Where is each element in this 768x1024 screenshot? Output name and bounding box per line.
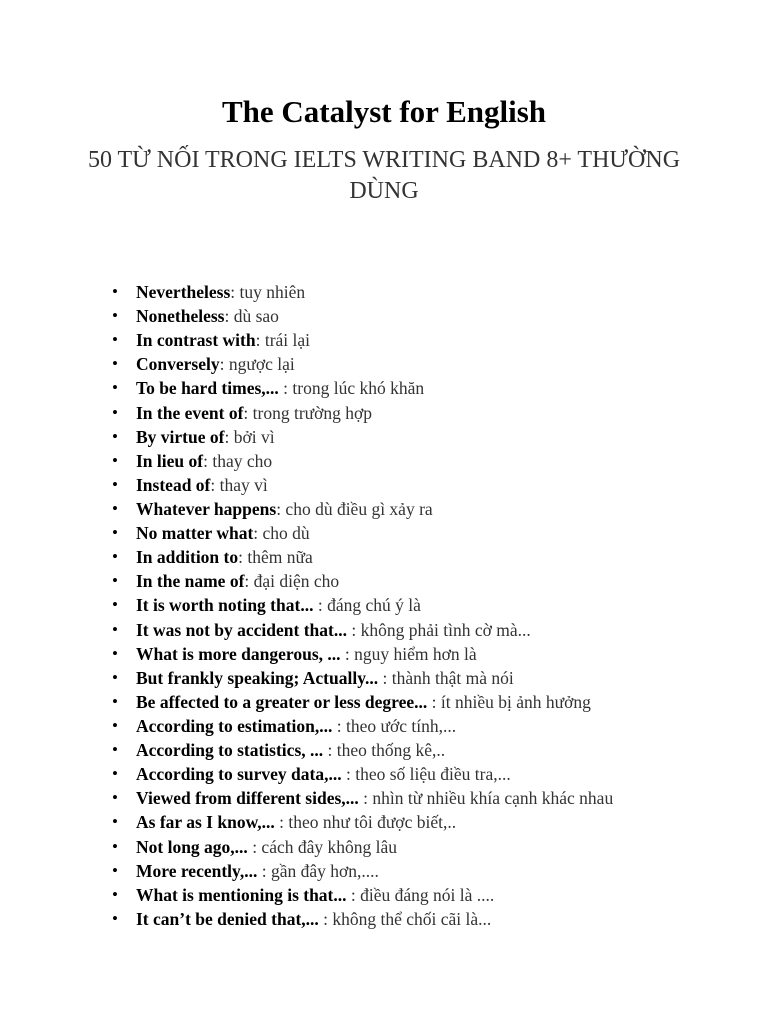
list-item [110, 883, 730, 907]
bullet-icon: • [112, 836, 118, 856]
list-item-meaning: : cho dù [253, 523, 310, 544]
bullet-icon: • [112, 788, 118, 808]
list-item-term: It was not by accident that... [136, 619, 347, 640]
list-item-term: Be affected to a greater or less degree... [136, 691, 428, 712]
list-item-meaning: : thành thật mà nói [378, 667, 514, 688]
list-item [110, 859, 730, 883]
list-item-term: It can’t be denied that,... [136, 908, 319, 929]
list-item [110, 618, 730, 642]
list-item-term: What is mentioning is that... [136, 884, 347, 905]
list-item-meaning: : nhìn từ nhiều khía cạnh khác nhau [358, 788, 614, 809]
bullet-icon: • [112, 715, 118, 735]
list-item-meaning: : không thể chối cãi là... [318, 908, 492, 929]
list-item-meaning: : tuy nhiên [230, 282, 306, 302]
list-item-term: Conversely [136, 354, 220, 375]
bullet-icon: • [112, 740, 118, 760]
list-item [110, 666, 730, 690]
list-item [110, 473, 730, 497]
list-item [110, 738, 730, 762]
list-item-term: Instead of [136, 474, 211, 495]
list-item-term: As far as I know,... [136, 812, 275, 833]
list-item [110, 449, 730, 473]
bullet-icon: • [112, 474, 118, 494]
list-item [110, 497, 730, 521]
bullet-icon: • [112, 498, 118, 518]
list-item [110, 786, 730, 810]
bullet-icon: • [112, 667, 118, 687]
bullet-icon: • [112, 330, 118, 350]
list-item [110, 642, 730, 666]
list-item-term: More recently,... [136, 860, 258, 881]
list-item [110, 810, 730, 834]
list-item-term: According to statistics, ... [136, 740, 324, 761]
list-item-term: In contrast with [136, 330, 256, 351]
list-item-meaning: : cách đây không lâu [247, 836, 397, 857]
list-item [110, 714, 730, 738]
list-item [110, 328, 730, 352]
bullet-icon: • [112, 571, 118, 591]
list-item [110, 569, 730, 593]
list-item-meaning: : dù sao [224, 306, 279, 327]
bullet-icon: • [112, 812, 118, 832]
bullet-icon: • [112, 691, 118, 711]
list-item-meaning: : thay cho [203, 450, 273, 471]
list-item-term: In addition to [136, 547, 239, 568]
bullet-icon: • [112, 426, 118, 446]
list-item-term: But frankly speaking; Actually... [136, 667, 379, 688]
list-item [110, 690, 730, 714]
list-item-term: No matter what [136, 523, 254, 544]
list-item-meaning: : trong lúc khó khăn [278, 378, 425, 399]
list-item-meaning: : thêm nữa [238, 547, 313, 568]
list-item-meaning: : trong trường hợp [243, 402, 373, 423]
bullet-icon: • [112, 595, 118, 615]
list-item-meaning: : thay vì [210, 474, 268, 495]
list-item-meaning: : đáng chú ý là [313, 595, 421, 616]
bullet-icon: • [112, 306, 118, 326]
bullet-icon: • [112, 523, 118, 543]
list-item-meaning: : bởi vì [224, 426, 275, 447]
bullet-icon: • [112, 884, 118, 904]
list-item-term: In lieu of [136, 450, 204, 471]
bullet-icon: • [112, 354, 118, 374]
list-item-meaning: : điều đáng nói là .... [346, 884, 495, 905]
list-item [110, 593, 730, 617]
list-item-meaning: : cho dù điều gì xảy ra [276, 498, 433, 519]
list-item-term: Nonetheless [136, 306, 225, 327]
list-item-term: What is more dangerous, ... [136, 643, 341, 664]
list-item-term: In the name of [136, 571, 245, 592]
phrase-list [110, 280, 730, 931]
list-item-term: Viewed from different sides,... [136, 788, 359, 809]
bullet-icon: • [112, 282, 118, 301]
list-item-term: According to survey data,... [136, 764, 342, 785]
bullet-icon: • [112, 643, 118, 663]
list-item [110, 401, 730, 425]
list-item-meaning: : gần đây hơn,.... [257, 860, 379, 881]
list-item [110, 762, 730, 786]
list-item-meaning: : theo số liệu điều tra,... [341, 764, 511, 785]
page-title: The Catalyst for English [221, 94, 547, 129]
list-item-meaning: : đại diện cho [244, 571, 340, 592]
list-item-meaning: : theo thống kê,.. [323, 740, 446, 761]
list-item [110, 545, 730, 569]
bullet-icon: • [112, 860, 118, 880]
list-item [110, 376, 730, 400]
list-item [110, 835, 730, 859]
list-item-meaning: : ít nhiều bị ảnh hưởng [427, 691, 591, 712]
list-item-term: To be hard times,... [136, 378, 279, 399]
bullet-icon: • [112, 450, 118, 470]
list-item [110, 280, 730, 304]
bullet-icon: • [112, 764, 118, 784]
list-item-term: By virtue of [136, 426, 225, 447]
list-item-meaning: : theo ước tính,... [332, 715, 457, 736]
list-item-meaning: : theo như tôi được biết,.. [274, 812, 457, 833]
list-item-meaning: : nguy hiểm hơn là [340, 643, 477, 664]
bullet-icon: • [112, 378, 118, 398]
list-item [110, 521, 730, 545]
page-subtitle: 50 TỪ NỐI TRONG IELTS WRITING BAND 8+ THƯỜNG DÙNG [87, 147, 681, 204]
list-item [110, 352, 730, 376]
list-item-term: Nevertheless [136, 282, 231, 302]
bullet-icon: • [112, 547, 118, 567]
list-item [110, 425, 730, 449]
list-item-term: Not long ago,... [136, 836, 248, 857]
list-item-term: It is worth noting that... [136, 595, 314, 616]
list-item-meaning: : không phải tình cờ mà... [346, 619, 531, 640]
list-item-term: Whatever happens [136, 498, 277, 519]
list-item-term: In the event of [136, 402, 244, 423]
bullet-icon: • [112, 908, 118, 928]
list-item [110, 304, 730, 328]
bullet-icon: • [112, 619, 118, 639]
list-item-meaning: : trái lại [255, 330, 311, 351]
list-item [110, 907, 730, 931]
list-item-term: According to estimation,... [136, 715, 333, 736]
bullet-icon: • [112, 402, 118, 422]
list-item-meaning: : ngược lại [219, 354, 295, 375]
